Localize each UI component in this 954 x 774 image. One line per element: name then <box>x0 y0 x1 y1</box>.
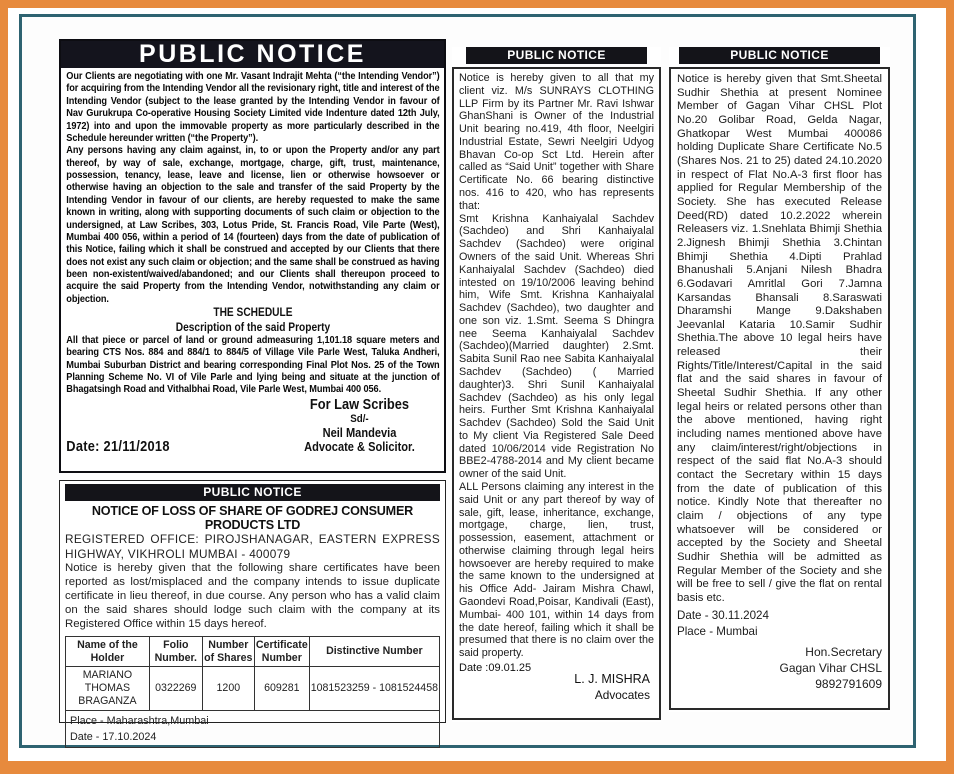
signature-role: Advocates <box>594 687 650 702</box>
notice-body <box>452 67 661 720</box>
schedule-title: THE SCHEDULE <box>213 307 293 320</box>
col-header-holder-name: Name of the Holder <box>66 637 150 667</box>
notice-place: Place - Mumbai <box>677 624 758 638</box>
signature-name: L. J. MISHRA <box>574 671 650 686</box>
notice-paragraph: Smt Krishna Kanhaiyalal Sachdev (Sachdeo) and Shri Kanhaiyalal Sachdev (Sachdeo) were original Owners of the said Unit. Whereas Shri Kanhaiyalal Sachdev (Sachdeo) died intested on 19/10/2006 leaving behind him, Wife Smt. Krishna Kanhaiyalal Sachdev (Sachdeo), two daughter and one son viz. 1.Smt. Seema S Dhingra nee Seema Kanhaiyalal Sachdev (Sachdeo)(Married daughter) 2.Smt. Sabita Sunil Rao nee Sabita Kanhaiyalal Sachdev (Sachdeo) ( Married daughter)3. Shri Sunil Kanhaiyalal Sachdev (Sachdeo) as his only legal heirs. Further Smt Krishna Kanhaiyalal Sachdev (Sachdeo) Sold the Said Unit to My client Via Registered Sale Deed dated 10/06/2014 vide Registration No BBE2-4788-2014 and My client became owner of the said Unit. <box>459 212 654 481</box>
notice-paragraph: Our Clients are negotiating with one Mr. Vasant Indrajit Mehta (“the Intending Vendor”) for acquiring from the Intending Vendor all the revisionary right, title and interest of the Intending Vendor (subject to the lease granted by the Intending Vendor in favour of Nav Gurukrupa Co-operative Housing Society Limited vide Indenture dated 12th July, 1972) into and upon the immovable property as more particularly described in the Schedule hereunder written (“the Property”). <box>66 71 440 144</box>
cell-certificate: 609281 <box>254 667 309 710</box>
col-header-certificate: Certificate Number <box>254 637 309 667</box>
notice-title: PUBLIC NOTICE <box>203 485 302 499</box>
col-header-folio: Folio Number. <box>149 637 202 667</box>
schedule-subtitle: Description of the said Property <box>175 321 331 334</box>
table-header-row <box>66 637 440 667</box>
notice-paragraph: Notice is hereby given that Smt.Sheetal Sudhir Shethia at present Nominee Member of Gagan Vihar CHSL Plot No.20 Golibar Road, Gelda Nagar, Ghatkopar West Mumbai 400086 holding Duplicate Share Certificate No.5 (Shares Nos. 21 to 25) dated 24.10.2020 in respect of Flat No.A-3 first floor has applied for Regular Membership of the Society. She has executed Release Deed(RD) dated 10.2.2022 wherein Releasers viz. 1.Snehlata Bhimji Shethia 2.Jignesh Bhimji Shethia 3.Chintan Bhimji Shethia 4.Dipti Prahlad Bhanushali 5.Anjani Nilesh Bhadra 6.Godavari Amritlal Gori 7.Jamna Karsandas Bhansali 8.Saraswati Dharamshi Mange 9.Dakshaben Jeevanlal Kataria 10.Samir Sudhir Shethia.The above 10 legal heirs have released their Rights/Title/Interest/Capital in the said flat and the said shares in favour of Sheetal Sudhir Shethia. If any other legal heirs or related persons other than the above mentioned, having right including names mentioned above have any claim/interest/right/objections in respect of the said flat No.A-3 should contact the Secretary within 15 days from the date of publication of this notice. Kindly Note that thereafter no claim / objections of any type whatsoever will be considered or accepted by the Society and Sheetal Sudhir Shethia will be admitted as Regular Member of the Society and she will be free to sell / give the flat on rental basis etc. <box>677 73 882 604</box>
signature-name: Neil Mandevia <box>322 426 397 441</box>
signature-block <box>677 644 882 693</box>
notice-title: PUBLIC NOTICE <box>139 40 366 68</box>
notice-title: PUBLIC NOTICE <box>507 48 606 62</box>
signature-role: Advocate & Solicitor. <box>304 440 415 455</box>
col-header-distinctive: Distinctive Number <box>309 637 439 667</box>
cell-holder-name: MARIANO THOMAS BRAGANZA <box>66 667 150 710</box>
notice-body <box>669 67 890 710</box>
notice-godrej-share-loss <box>59 480 446 743</box>
cell-shares: 1200 <box>202 667 254 710</box>
notice-date: Date: 21/11/2018 <box>66 438 170 455</box>
notice-sheetal-shethia <box>669 47 890 712</box>
notice-vasant-mehta <box>59 39 446 473</box>
notice-date: Date :09.01.25 <box>459 661 532 674</box>
signature-block <box>459 672 654 702</box>
signature-for: For Law Scribes <box>309 396 410 413</box>
godrej-notice-title: NOTICE OF LOSS OF SHARE OF GODREJ CONSUMER PRODUCTS LTD <box>91 504 414 532</box>
notice-header-bar <box>466 47 647 64</box>
cell-folio: 0322269 <box>149 667 202 710</box>
notice-paragraph: Notice is hereby given to all that my client viz. M/s SUNRAYS CLOTHING LLP Firm by its Partner Mr. Ravi Ishwar GhanShani is Owner of the Industrial Unit bearing no.419, 4th floor, Neelgiri Industrial Estate, Sewri Neelgiri Udyog Bhavan Co-op Sct Ltd. Herein after called as “Said Unit” together with Share Certificate No. 66 bearing distinctive nos. 416 to 420, who has represents that: <box>459 72 654 212</box>
notice-body <box>61 68 444 457</box>
date-line: Date - 17.10.2024 <box>70 730 157 743</box>
signature-block <box>304 397 415 455</box>
col-header-shares: Number of Shares <box>202 637 254 667</box>
notice-footer <box>66 396 439 455</box>
signature-phone: 9892791609 <box>815 676 882 691</box>
notice-sunrays-clothing <box>452 47 661 722</box>
table-footer-row <box>66 710 440 747</box>
signature-role: Hon.Secretary <box>805 644 882 659</box>
place-date-cell <box>66 710 440 747</box>
table-row <box>66 667 440 710</box>
registered-office: REGISTERED OFFICE: PIROJSHANAGAR, EASTERN EXPRESS HIGHWAY, VIKHROLI MUMBAI - 400079 <box>65 532 440 561</box>
notice-header-bar <box>679 47 880 64</box>
notice-paragraph: ALL Persons claiming any interest in the said Unit or any part thereof by way of sale, gift, lease, inheritance, exchange, mortgage, charge, lien, trust, possession, easement, attachment or otherwise claiming through legal heirs howsoever are hereby required to make the same known to the undersigned at his Office Add- Jairam Mishra Chawl, Gaondevi Road,Poisar, Kandivali (East), Mumbai- 400 101, within 14 days from the date hereof, failing which it shall be presumed that there is no claim over the said property. <box>459 481 654 660</box>
notice-header-bar <box>65 484 440 501</box>
schedule-description: All that piece or parcel of land or ground admeasuring 1,101.18 square meters and bearing CTS Nos. 884 and 884/1 to 884/5 of Village Vile Parle West, Taluka Andheri, Mumbai Suburban District and bearing corresponding Final Plot Nos. 25 of the Town Planning Scheme No. VI of Vile Parle and lying being and situate at the junction of Bhagatsingh Road and Vithalbhai Road, Vile Parle West, Mumbai 400 056. <box>66 334 440 396</box>
notice-paragraph: Any persons having any claim against, in, to or upon the Property and/or any part thereof, by way of sale, exchange, mortgage, charge, gift, trust, maintenance, possession, tenancy, lease, leave and license, lien or otherwise howsoever or otherwise having an objection to the sale and transfer of the said Property by the Intending Vendor in favour of our clients, are hereby requested to make the same known in writing, along with supporting documents of such claim or objection to the undersigned, at Law Scribes, 303, Lotus Pride, St. Francis Road, Vile Parte (West), Mumbai 400 056, within a period of 14 (fourteen) days from the date of publication of this Notice, failing which it shall be construed and accepted by our Clients that there does not exist any such claim or objection; and the same shall be construed as having been non-existent/waived/abandoned; and our Clients shall thereupon proceed to acquire the said Property from the Intending Vendor, notwithstanding any claim or objection. <box>66 145 440 305</box>
notice-paragraph: Notice is hereby given that the following share certificates have been reported as lost/misplaced and the company intends to issue duplicate certificate in lieu thereof, in due course. Any person who has a valid claim on the said shares should lodge such claim with the company at its Registered Office within 15 days hereof. <box>65 562 440 631</box>
share-certificate-table <box>65 636 440 748</box>
notice-header-bar <box>61 41 444 68</box>
place-line: Place - Maharashtra,Mumbai <box>70 714 209 727</box>
signature-society: Gagan Vihar CHSL <box>779 660 882 675</box>
cell-distinctive: 1081523259 - 1081524458 <box>309 667 439 710</box>
notice-date: Date - 30.11.2024 <box>677 608 769 622</box>
notice-title: PUBLIC NOTICE <box>730 48 829 62</box>
signature-sd: Sd/- <box>350 413 369 426</box>
